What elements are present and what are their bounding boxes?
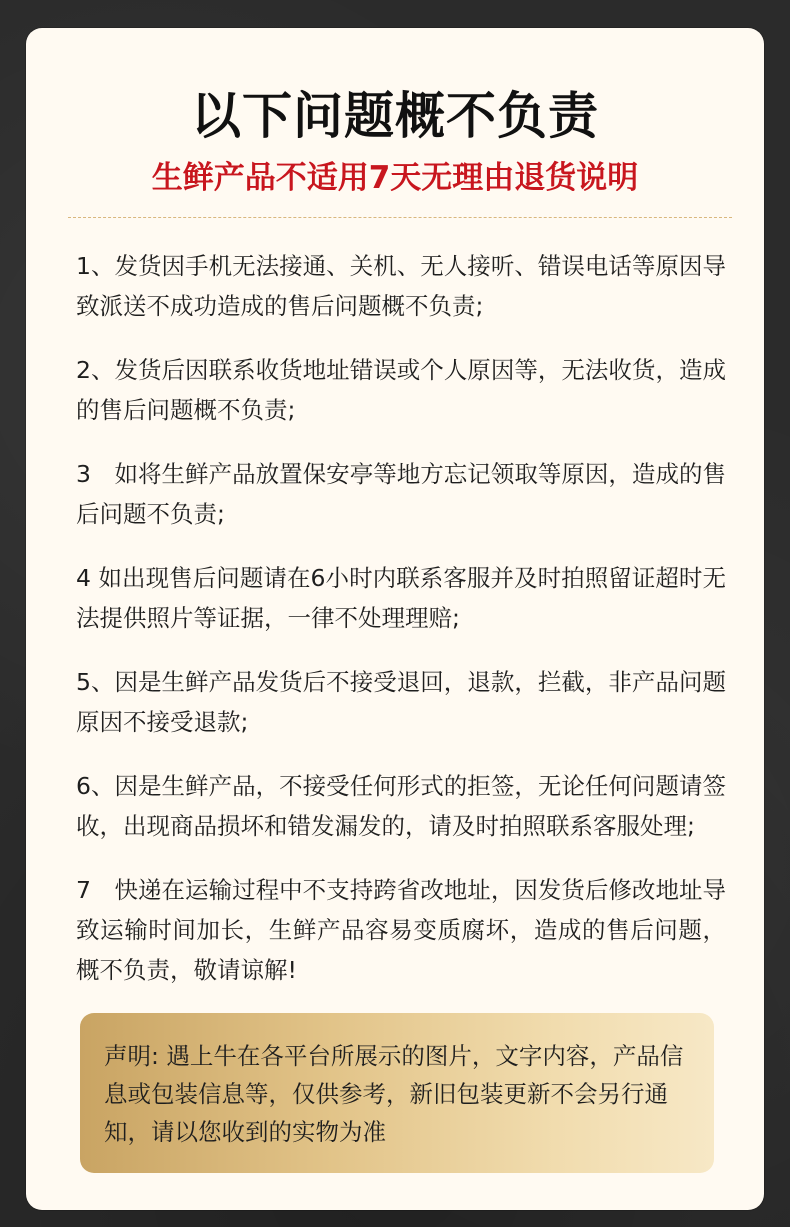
notice-card [26, 28, 764, 1210]
policy-item-6: 6、因是生鲜产品，不接受任何形式的拒签，无论任何问题请签收，出现商品损坏和错发漏发的，请及时拍照联系客服处理; [76, 772, 726, 840]
policy-item-4: 4 如出现售后问题请在6小时内联系客服并及时拍照留证超时无法提供照片等证据，一律不处理理赔; [76, 564, 726, 632]
disclaimer-text: 声明: 遇上牛在各平台所展示的图片，文字内容，产品信息或包装信息等，仅供参考，新旧包装更新不会另行通知，请以您收到的实物为准 [104, 1042, 684, 1146]
policy-item-2: 2、发货后因联系收货地址错误或个人原因等，无法收货，造成的售后问题概不负责; [76, 356, 726, 424]
disclaimer-box [80, 1013, 714, 1173]
policy-item-7: 7 快递在运输过程中不支持跨省改地址，因发货后修改地址导致运输时间加长，生鲜产品容易变质腐坏，造成的售后问题，概不负责，敬请谅解! [76, 876, 726, 984]
policy-item-1: 1、发货因手机无法接通、关机、无人接听、错误电话等原因导致派送不成功造成的售后问题概不负责; [76, 252, 726, 320]
policy-item-3: 3 如将生鲜产品放置保安亭等地方忘记领取等原因，造成的售后问题不负责; [76, 460, 726, 528]
page-title: 以下问题概不负责 [191, 87, 599, 145]
dashed-divider [68, 217, 732, 218]
policy-list [76, 246, 726, 1014]
policy-item-5: 5、因是生鲜产品发货后不接受退回，退款，拦截，非产品问题原因不接受退款; [76, 668, 726, 736]
page-subtitle: 生鲜产品不适用7天无理由退货说明 [151, 160, 639, 196]
